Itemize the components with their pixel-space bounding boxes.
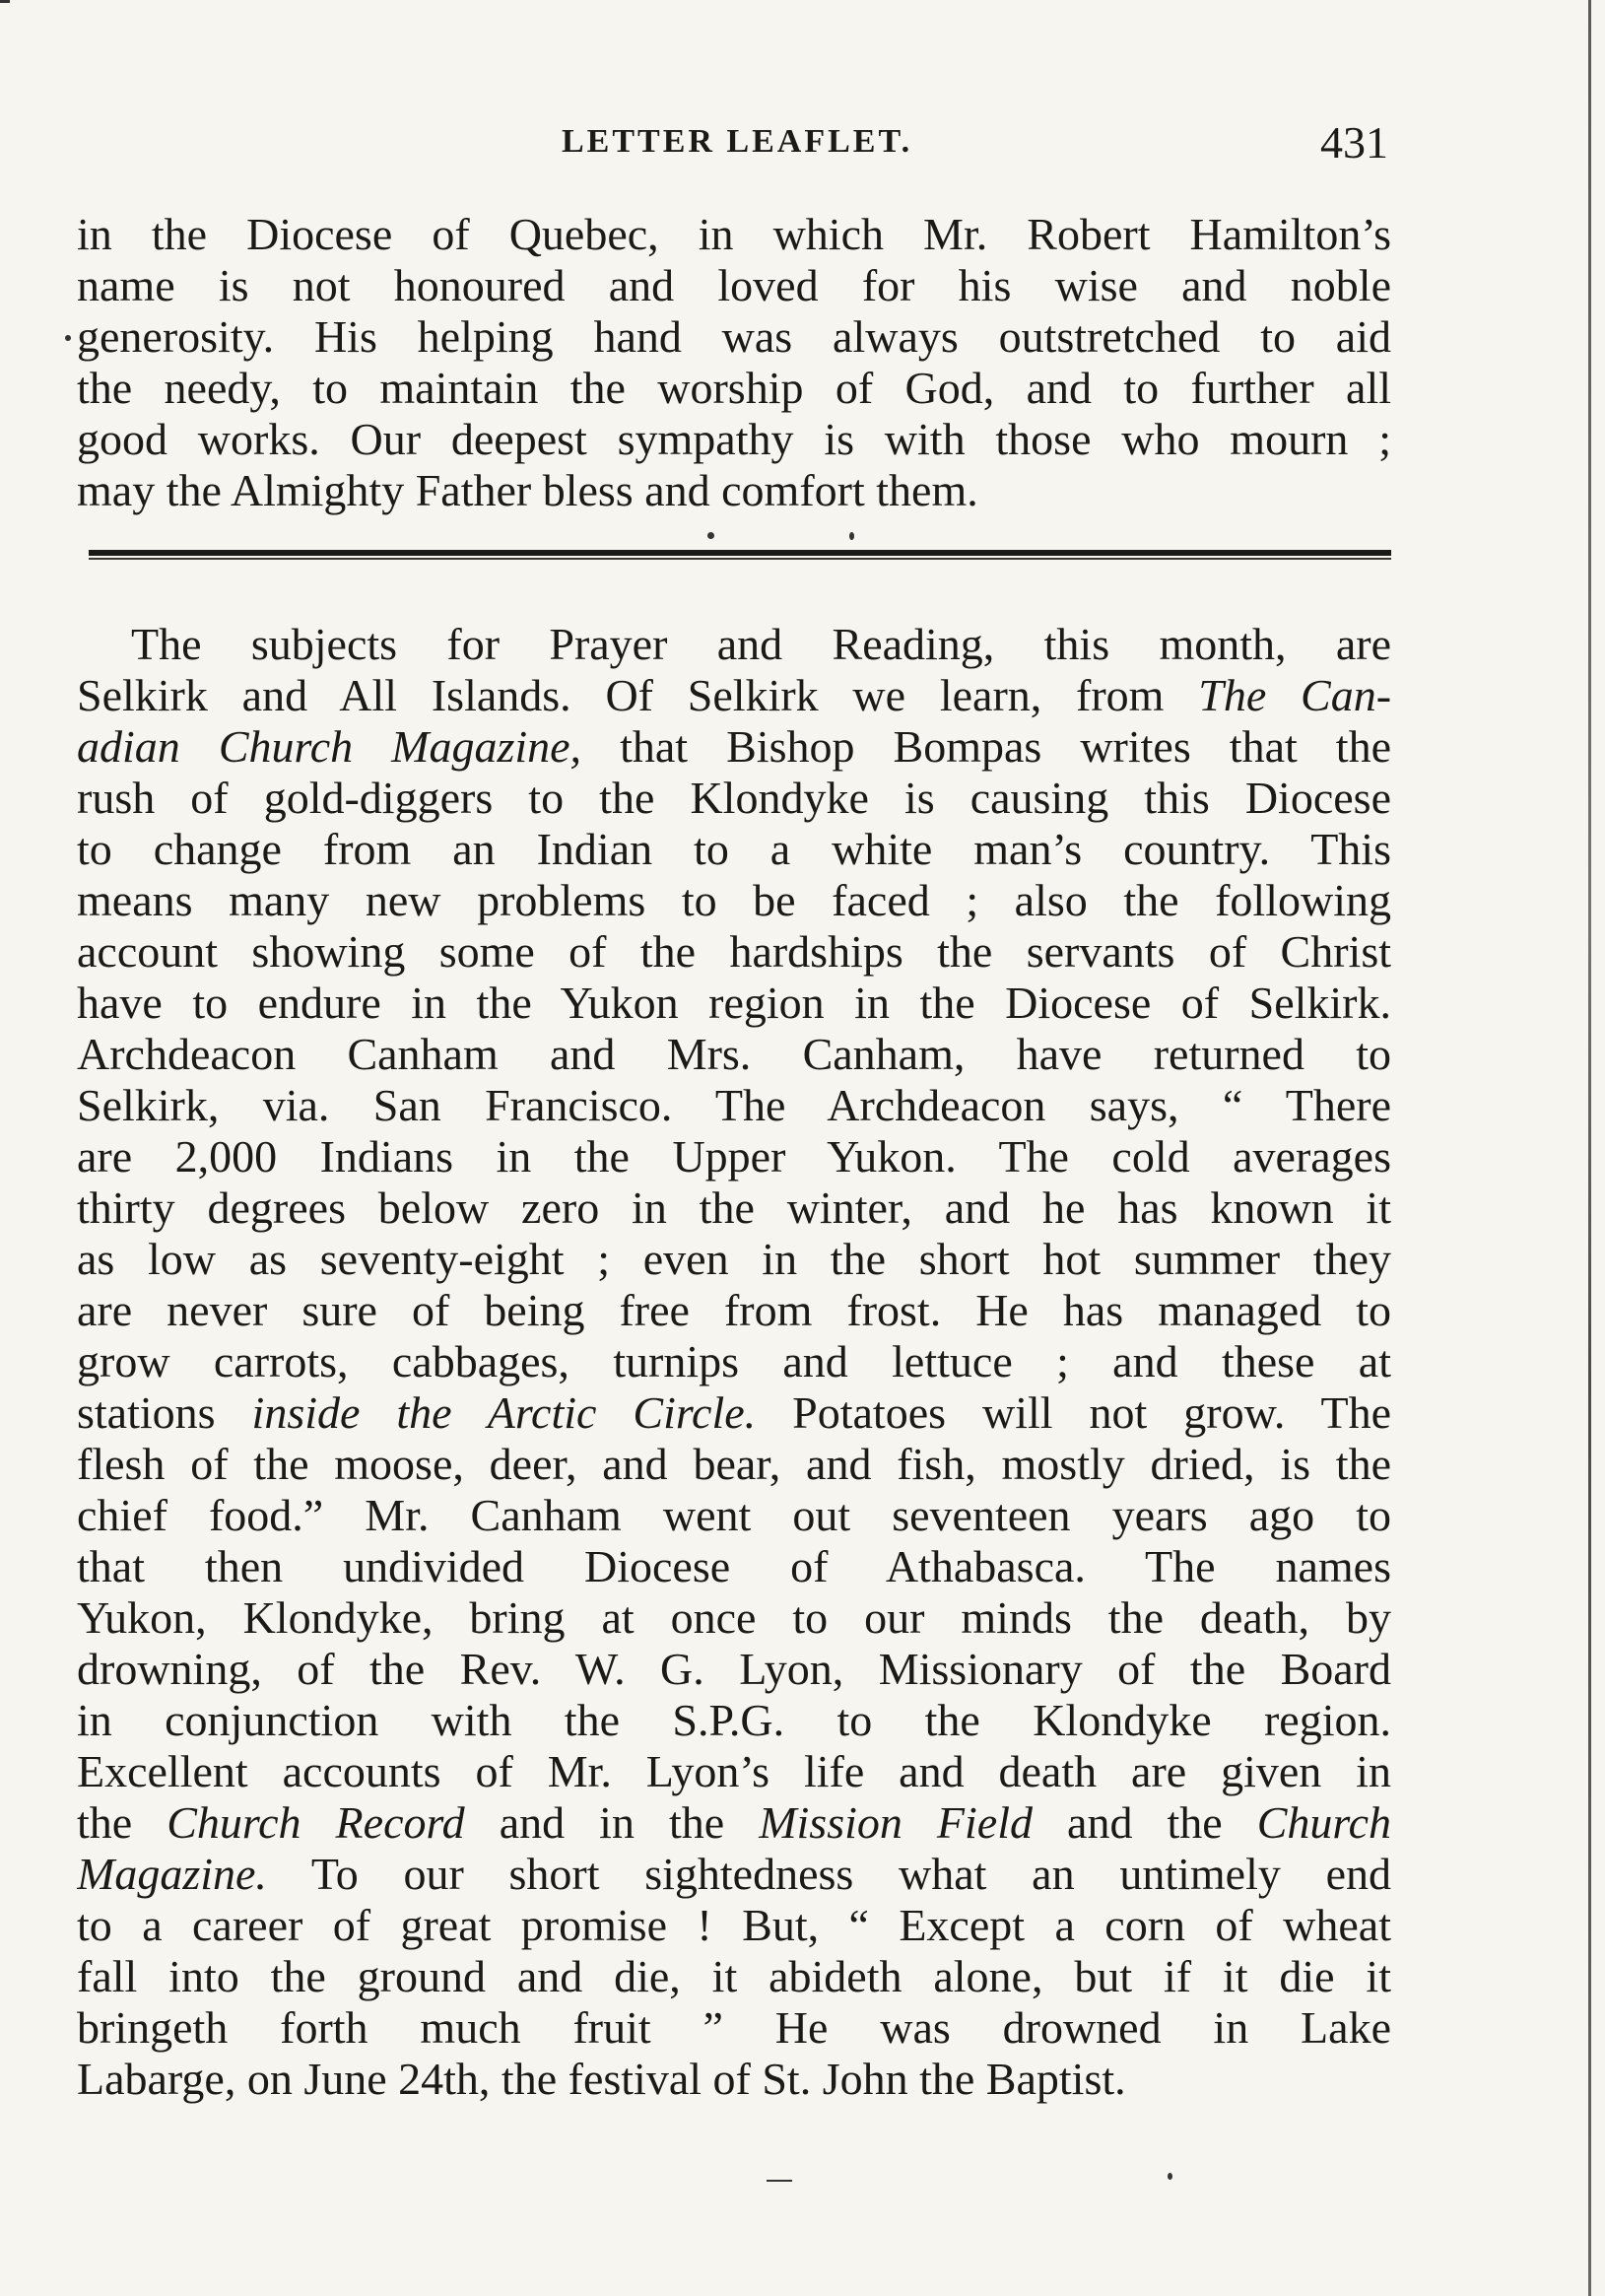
section-divider [89,550,1391,560]
text-line: Selkirk, via. San Francisco. The Archdeacon says, “ There [77,1080,1391,1130]
text-line: grow carrots, cabbages, turnips and lettuce ; and these at [77,1336,1391,1386]
page-number: 431 [1320,117,1388,168]
text-line [77,721,1391,773]
text-line: fall into the ground and die, it abideth alone, but if it die it [77,1951,1391,2001]
text-line [77,1387,1391,1439]
text-line: Archdeacon Canham and Mrs. Canham, have returned to [77,1029,1391,1079]
text-line: thirty degrees below zero in the winter, and he has known it [77,1182,1391,1233]
text-line: means many new problems to be faced ; also the following [77,875,1391,925]
text-line: Labarge, on June 24th, the festival of St. John the Baptist. [77,2054,1126,2104]
running-header: LETTER LEAFLET. [562,123,913,160]
print-speck [707,532,714,539]
divider-thick [89,550,1391,556]
divider-thin [89,558,1391,560]
text-line: chief food.” Mr. Canham went out seventeen years ago to [77,1490,1391,1540]
italic-title: Magazine. [77,1849,267,1899]
paragraph-hamilton [77,209,1391,516]
text-line: flesh of the moose, deer, and bear, and fish, mostly dried, is the [77,1439,1391,1489]
text-line: good works. Our deepest sympathy is with those who mourn ; [77,414,1391,464]
print-speck [65,335,71,341]
text-segment: To our short sightedness what an untimely end [310,1849,1391,1899]
text-line: rush of gold-diggers to the Klondyke is causing this Diocese [77,773,1391,823]
text-line: name is not honoured and loved for his wise and noble [77,260,1391,310]
text-segment: that Bishop Bompas writes that the [620,721,1391,772]
text-line [77,1849,1391,1900]
text-segment: and the [1067,1797,1223,1848]
text-line: bringeth forth much fruit ” He was drowned in Lake [77,2002,1391,2053]
italic-title: Church [1256,1797,1391,1848]
text-segment: stations [77,1387,216,1438]
italic-title: The Can- [1198,670,1391,720]
text-line: in the Diocese of Quebec, in which Mr. Robert Hamilton’s [77,209,1391,259]
text-line: are never sure of being free from frost. He has managed to [77,1285,1391,1335]
text-line [77,1797,1391,1849]
text-line: account showing some of the hardships the servants of Christ [77,926,1391,977]
paragraph-selkirk [77,619,1391,2105]
text-line: are 2,000 Indians in the Upper Yukon. The cold averages [77,1131,1391,1182]
print-speck [767,2180,792,2182]
text-line [77,670,1391,721]
text-line: as low as seventy-eight ; even in the short hot summer they [77,1234,1391,1284]
text-line: in conjunction with the S.P.G. to the Klondyke region. [77,1695,1391,1745]
italic-phrase: inside the Arctic Circle. [251,1387,757,1438]
text-segment: the [77,1797,133,1848]
print-speck [849,532,854,540]
text-line: have to endure in the Yukon region in the Diocese of Selkirk. [77,978,1391,1028]
text-line: that then undivided Diocese of Athabasca. The names [77,1541,1391,1591]
text-line: generosity. His helping hand was always outstretched to aid [77,311,1391,362]
text-line: the needy, to maintain the worship of God, and to further all [77,363,1391,413]
text-segment: and in the [499,1797,725,1848]
text-line: Yukon, Klondyke, bring at once to our minds the death, by [77,1592,1391,1643]
text-line: to change from an Indian to a white man’s country. This [77,824,1391,874]
text-line: may the Almighty Father bless and comfort them. [77,465,978,515]
italic-title: Mission Field [759,1797,1033,1848]
text-line: to a career of great promise ! But, “ Except a corn of wheat [77,1900,1391,1950]
italic-title: Church Record [167,1797,465,1848]
text-line: drowning, of the Rev. W. G. Lyon, Missionary of the Board [77,1644,1391,1694]
text-segment: Selkirk and All Islands. Of Selkirk we learn, from [77,670,1165,720]
text-line: Excellent accounts of Mr. Lyon’s life and death are given in [77,1746,1391,1796]
text-line: The subjects for Prayer and Reading, this month, are [131,619,1391,669]
text-segment: Potatoes will not grow. The [792,1387,1391,1438]
page-edge [1588,0,1591,2296]
print-speck [1168,2173,1172,2180]
italic-title: adian Church Magazine, [77,721,582,772]
corner-mark [0,0,10,3]
